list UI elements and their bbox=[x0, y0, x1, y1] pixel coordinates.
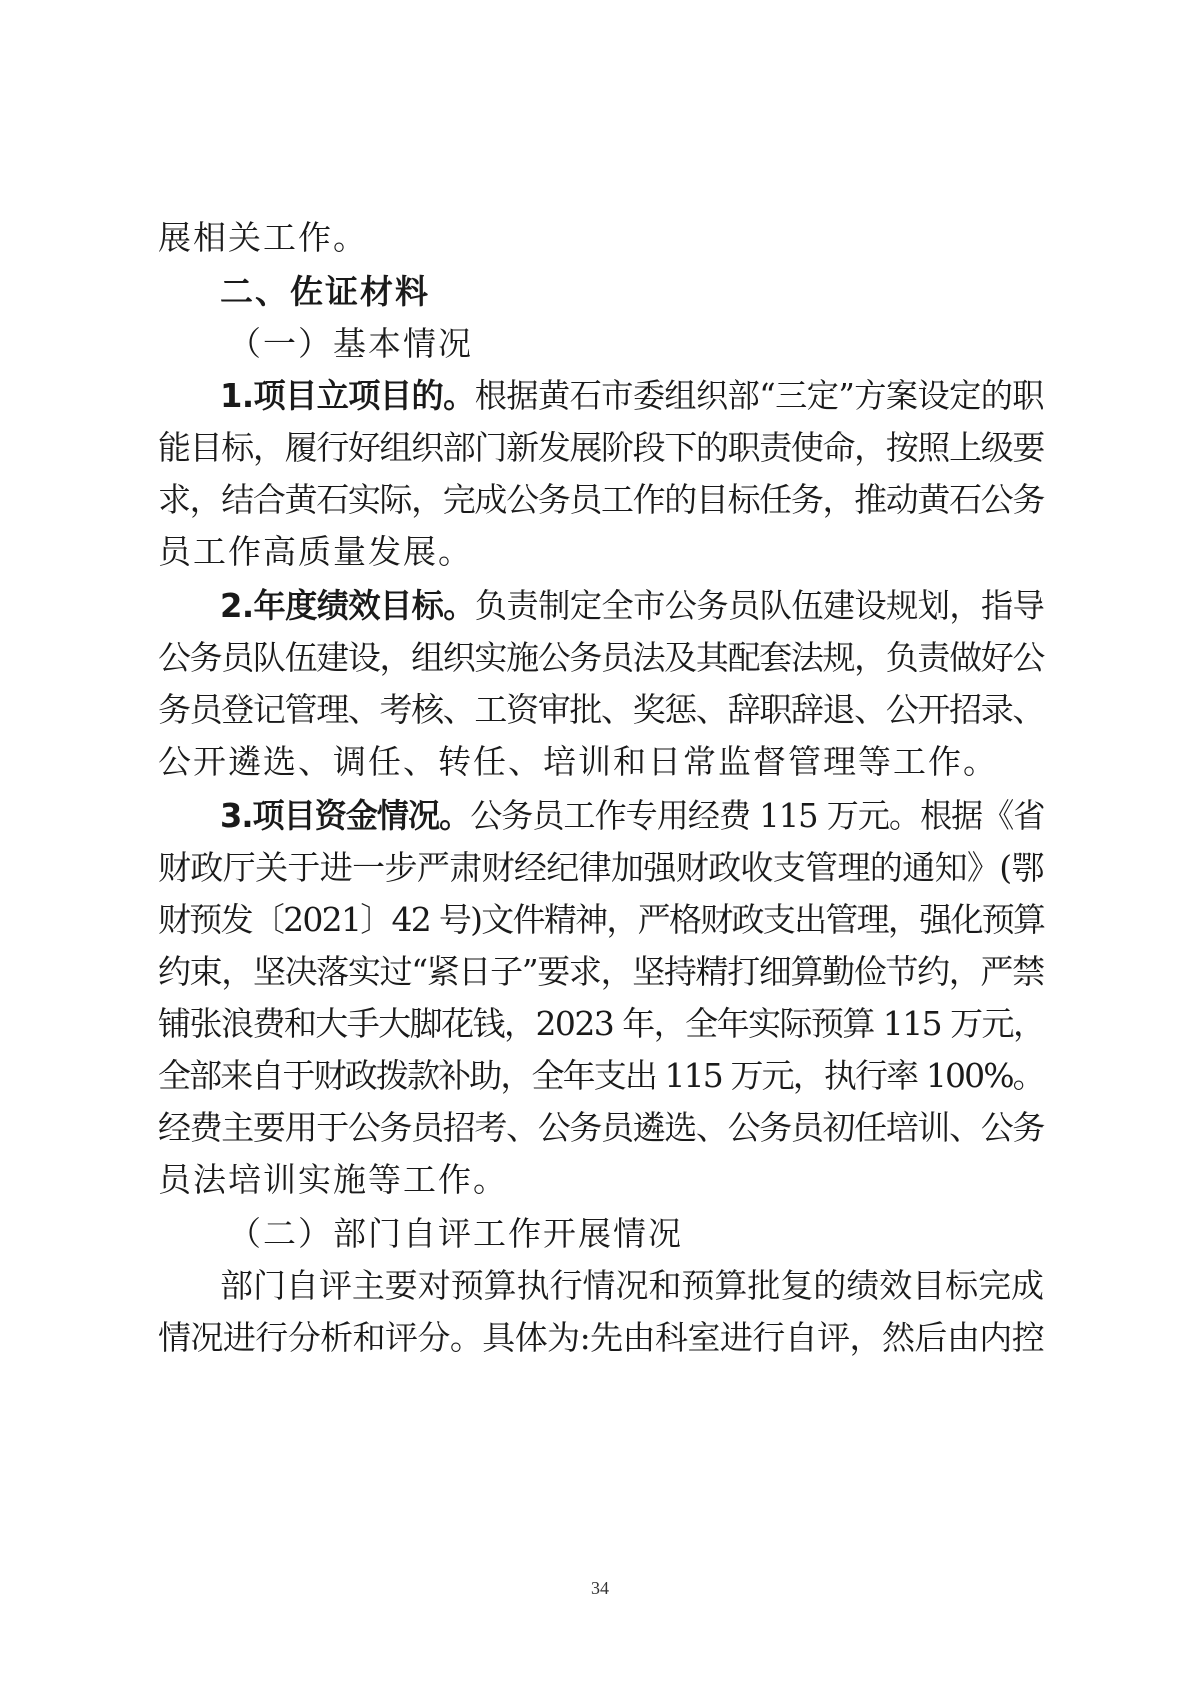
body-line: 财政厅关于进一步严肃财经纪律加强财政收支管理的通知》(鄂 bbox=[158, 848, 1044, 887]
paragraph-3-text: 公务员工作专用经费 115 万元。根据《省 bbox=[470, 796, 1045, 835]
body-line: 全部来自于财政拨款补助，全年支出 115 万元，执行率 100%。 bbox=[158, 1056, 1044, 1095]
body-line: 铺张浪费和大手大脚花钱，2023 年，全年实际预算 115 万元， bbox=[158, 1004, 1045, 1043]
body-line: 能目标，履行好组织部门新发展阶段下的职责使命，按照上级要 bbox=[158, 428, 1045, 467]
paragraph-2-text: 负责制定全市公务员队伍建设规划，指导 bbox=[474, 586, 1045, 625]
subsection-heading: （一）基本情况 bbox=[228, 324, 473, 363]
body-line: 财预发〔2021〕42 号)文件精神，严格财政支出管理，强化预算 bbox=[158, 900, 1045, 939]
body-line: 展相关工作。 bbox=[158, 218, 368, 257]
page-number: 34 bbox=[591, 1578, 609, 1598]
paragraph-1-text: 根据黄石市委组织部“三定”方案设定的职 bbox=[474, 376, 1044, 415]
subsection-heading: （二）部门自评工作开展情况 bbox=[228, 1214, 683, 1253]
paragraph-1-lead: 1.项目立项目的。 bbox=[220, 376, 475, 415]
paragraph-3-first-line bbox=[220, 796, 1044, 836]
body-line: 员工作高质量发展。 bbox=[158, 532, 473, 571]
body-line: 求，结合黄石实际，完成公务员工作的目标任务，推动黄石公务 bbox=[158, 480, 1045, 519]
body-line: 情况进行分析和评分。具体为:先由科室进行自评，然后由内控 bbox=[158, 1318, 1045, 1357]
section-heading: 二、佐证材料 bbox=[220, 272, 430, 311]
paragraph-3-lead: 3.项目资金情况。 bbox=[220, 796, 471, 835]
body-line: 公务员队伍建设，组织实施公务员法及其配套法规，负责做好公 bbox=[158, 638, 1045, 677]
body-line: 约束，坚决落实过“紧日子”要求，坚持精打细算勤俭节约，严禁 bbox=[158, 952, 1044, 991]
body-line: 员法培训实施等工作。 bbox=[158, 1160, 508, 1199]
paragraph-2-first-line bbox=[220, 586, 1044, 626]
paragraph-1-first-line bbox=[220, 376, 1044, 416]
paragraph-2-lead: 2.年度绩效目标。 bbox=[220, 586, 475, 625]
body-line: 公开遴选、调任、转任、培训和日常监督管理等工作。 bbox=[158, 742, 998, 781]
body-line: 部门自评主要对预算执行情况和预算批复的绩效目标完成 bbox=[220, 1266, 1045, 1305]
body-line: 务员登记管理、考核、工资审批、奖惩、辞职辞退、公开招录、 bbox=[158, 690, 1045, 729]
body-line: 经费主要用于公务员招考、公务员遴选、公务员初任培训、公务 bbox=[158, 1108, 1045, 1147]
